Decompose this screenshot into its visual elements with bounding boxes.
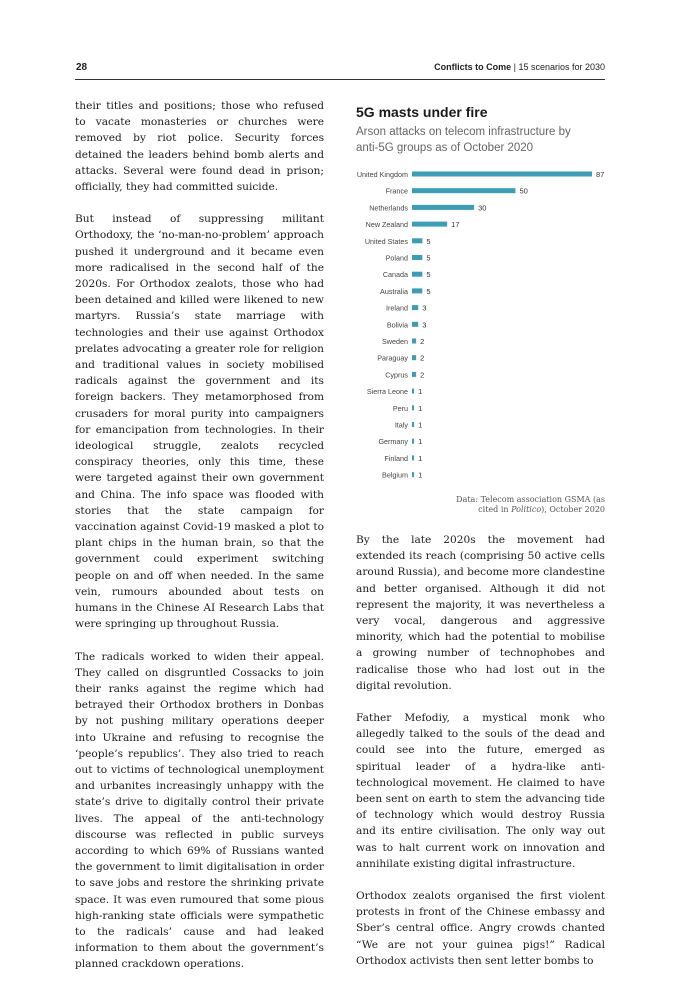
value-label: 50 xyxy=(519,186,528,196)
category-label: Sierra Leone xyxy=(366,387,408,397)
bar xyxy=(412,238,422,243)
category-label: Netherlands xyxy=(369,203,408,213)
chart-title: 5G masts under fire xyxy=(356,104,488,120)
category-label: Canada xyxy=(382,270,408,280)
chart-source xyxy=(440,495,605,515)
value-label: 1 xyxy=(418,453,423,463)
chart-subtitle: Arson attacks on telecom infrastructure by anti-5G groups as of October 2020 xyxy=(356,126,571,154)
category-label: Poland xyxy=(385,253,408,263)
value-label: 5 xyxy=(426,270,431,280)
value-label: 2 xyxy=(420,353,425,363)
bar xyxy=(412,472,414,477)
paragraph: But instead of suppressing militant Orthodoxy, the ‘no-man-no-problem’ approach pushed it underground and it became even more radicalised in the second half of the 2020s. For Orthodox zealots, those who had been detained and killed were likened to new martyrs. Russia’s state marriage with technologies and their use against Orthodox prelates advocating a greater role for religion and traditional values in society mobilised radicals against the government and its foreign backers. They metamorphosed from crusaders for moral purity into campaigners for emancipation from technologies. In their ideological struggle, zealots recycled conspiracy theories, only this time, these were targeted against their own government and China. The info space was flooded with stories that the state campaign for vaccination against Covid-19 masked a plot to plant chips in the human brain, so that the government could experiment switching people on and off when needed. In the same vein, rumours abounded about tests on humans in the Chinese AI Research Labs that were springing up throughout Russia. xyxy=(75,213,324,631)
category-label: Belgium xyxy=(382,470,408,480)
bar-chart xyxy=(356,164,606,484)
value-label: 87 xyxy=(596,170,605,179)
value-label: 1 xyxy=(418,437,423,447)
left-column xyxy=(75,98,324,989)
value-label: 2 xyxy=(420,337,425,346)
category-label: Germany xyxy=(378,437,408,447)
category-label: Bolivia xyxy=(386,320,408,330)
bar xyxy=(412,172,592,177)
value-label: 1 xyxy=(418,420,423,430)
category-label: Cyprus xyxy=(385,370,408,380)
bar xyxy=(412,272,422,277)
bar xyxy=(412,188,515,193)
category-label: Australia xyxy=(380,286,408,296)
bar xyxy=(412,255,422,260)
value-label: 30 xyxy=(478,203,487,213)
value-label: 1 xyxy=(418,387,423,397)
header-separator: | xyxy=(511,62,519,72)
value-label: 5 xyxy=(426,236,431,246)
category-label: Italy xyxy=(394,420,408,430)
category-label: Ireland xyxy=(386,303,408,313)
value-label: 17 xyxy=(451,220,460,230)
paragraph: their titles and positions; those who refused to vacate monasteries or churches were removed by riot police. Security forces detained the leaders behind bomb alerts and attacks. Several were found dead in prison; officially, they had committed suicide. xyxy=(75,100,324,194)
publication-title: Conflicts to Come xyxy=(434,62,512,72)
value-label: 5 xyxy=(426,286,431,296)
category-label: United Kingdom xyxy=(356,170,408,179)
bar xyxy=(412,389,414,394)
category-label: Paraguay xyxy=(377,353,408,363)
bar xyxy=(412,205,474,210)
bar xyxy=(412,222,447,227)
publication-subtitle: 15 scenarios for 2030 xyxy=(518,62,605,72)
bar xyxy=(412,439,414,444)
bar xyxy=(412,339,416,344)
paragraph: Father Mefodiy, a mystical monk who allegedly talked to the souls of the dead and could see into the future, emerged as spiritual leader of a hydra-like anti-technological movement. He claimed to have been sent on earth to stem the advancing tide of technology which would destroy Russia and its entire civilisation. The only way out was to halt current work on innovation and annihilate existing digital infrastructure. xyxy=(356,712,605,870)
header-rule xyxy=(75,79,605,80)
source-text: Data: Telecom association GSMA (as cited in xyxy=(456,495,605,514)
bar xyxy=(412,355,416,360)
value-label: 3 xyxy=(422,320,427,330)
right-column xyxy=(356,532,605,985)
category-label: France xyxy=(385,186,408,196)
bar xyxy=(412,288,422,293)
paragraph: By the late 2020s the movement had extended its reach (comprising 50 active cells around Russia), and become more clandestine and better organised. Although it did not represent the majority, it was nevertheless a very vocal, dangerous and aggressive minority, which had the potential to mobilise a growing number of technophobes and radicalise those who had lost out in the digital revolution. xyxy=(356,534,605,692)
bar xyxy=(412,305,418,310)
paragraph: Orthodox zealots organised the first violent protests in front of the Chinese embassy and Sber’s central office. Angry crowds chanted “We are not your guinea pigs!” Radical Orthodox activists then sent letter bombs to xyxy=(356,890,605,967)
source-publication: Politico xyxy=(511,505,542,514)
page-number: 28 xyxy=(76,62,88,73)
bar xyxy=(412,372,416,377)
category-label: United States xyxy=(364,236,408,246)
category-label: New Zealand xyxy=(365,220,408,230)
category-label: Sweden xyxy=(382,337,408,346)
bar xyxy=(412,322,418,327)
value-label: 1 xyxy=(418,403,423,413)
bar xyxy=(412,405,414,410)
source-date: ), October 2020 xyxy=(541,505,605,514)
value-label: 3 xyxy=(422,303,427,313)
bar xyxy=(412,455,414,460)
category-label: Peru xyxy=(392,403,408,413)
value-label: 5 xyxy=(426,253,431,263)
paragraph: The radicals worked to widen their appeal. They called on disgruntled Cossacks to join their ranks against the regime which had betrayed their Orthodox brothers in Donbas by not pushing military operations deeper into Ukraine and refusing to recognise the ‘people’s republics’. They also tried to reach out to victims of technological unemployment and urbanites increasingly unhappy with the state’s drive to digitally control their private lives. The appeal of the anti-technology discourse was reflected in public surveys according to which 69% of Russians wanted the government to limit digitalisation in order to save jobs and restore the shrinking private space. It was even rumoured that some pious high-ranking state officials were sympathetic to the radicals’ cause and had leaked information to them about the government’s planned crackdown operations. xyxy=(75,650,324,971)
category-label: Finland xyxy=(384,453,408,463)
value-label: 1 xyxy=(418,470,423,480)
value-label: 2 xyxy=(420,370,425,380)
bar xyxy=(412,422,414,427)
running-header xyxy=(434,62,605,72)
